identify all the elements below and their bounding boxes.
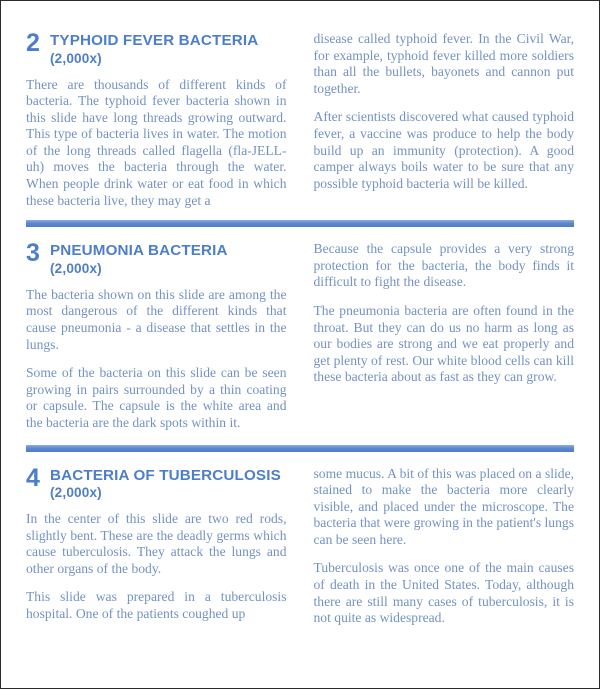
section-number: 4 xyxy=(26,463,40,492)
left-column xyxy=(26,241,287,431)
paragraph: Some of the bacteria on this slide can be seen growing in pairs surrounded by a thin coating or capsule. The capsule is the white area and the bacteria are the dark spots within it. xyxy=(26,365,287,430)
section-number: 3 xyxy=(26,239,40,268)
paragraph: disease called typhoid fever. In the Civil War, for example, typhoid fever killed more soldiers than all the bullets, bayonets and cannon put together. xyxy=(313,31,574,96)
section-magnification: (2,000x) xyxy=(50,485,102,500)
paragraph: The pneumonia bacteria are often found in the throat. But they can do us no harm as long as our bodies are strong and we eat properly and get plenty of rest. Our white blood cells can kill these bacteria about as fast as they can grow. xyxy=(313,303,574,385)
paragraph: This slide was prepared in a tuberculosis hospital. One of the patients coughed up xyxy=(26,589,287,621)
section-typhoid-fever-bacteria xyxy=(26,31,574,209)
divider-spacer xyxy=(26,227,574,241)
paragraph: There are thousands of different kinds of bacteria. The typhoid fever bacteria shown in this slide have long threads growing outward. This type of bacteria lives in water. The motion of the long threads called flagella (fla-JELL-uh) moves the bacteria through the water. When people drink water or eat food in which these bacteria live, they may get a xyxy=(26,76,287,208)
right-column xyxy=(314,31,575,192)
right-column xyxy=(314,466,575,627)
paragraph: After scientists discovered what caused typhoid fever, a vaccine was produce to help the body build up an immunity (protection). A good camper always boils water to be sure that any possible typhoid bacteria will be killed. xyxy=(313,109,574,191)
section-heading-text xyxy=(50,31,258,67)
section-divider xyxy=(26,445,574,452)
section-title: TYPHOID FEVER BACTERIA xyxy=(50,32,259,49)
section-heading xyxy=(26,463,287,502)
right-column xyxy=(314,241,575,386)
section-pneumonia-bacteria xyxy=(26,220,574,431)
left-column xyxy=(26,463,287,623)
page-content-area xyxy=(1,1,599,688)
section-divider xyxy=(26,220,574,227)
section-number: 2 xyxy=(26,29,40,57)
section-heading xyxy=(26,31,287,67)
left-column xyxy=(26,31,287,209)
paragraph: In the center of this slide are two red rods, slightly bent. These are the deadly germs which cause tuberculosis. They attack the lungs and other organs of the body. xyxy=(26,511,287,576)
section-magnification: (2,000x) xyxy=(50,50,102,66)
section-magnification: (2,000x) xyxy=(50,260,102,276)
paragraph: The bacteria shown on this slide are among the most dangerous of the different kinds that cause pneumonia - a disease that settles in the lungs. xyxy=(26,286,287,352)
paragraph: some mucus. A bit of this was placed on a slide, stained to make the bacteria more clearly visible, and placed under the microscope. The bacteria that were growing in the patient's lungs can be seen here. xyxy=(313,465,575,547)
section-bacteria-of-tuberculosis xyxy=(26,445,574,627)
section-heading xyxy=(26,241,287,277)
section-heading-text xyxy=(50,241,228,277)
section-heading-text xyxy=(50,466,281,502)
section-title: PNEUMONIA BACTERIA xyxy=(50,242,228,260)
two-column-layout xyxy=(26,241,574,431)
two-column-layout xyxy=(26,463,575,627)
section-title: BACTERIA OF TUBERCULOSIS xyxy=(50,466,281,484)
paragraph: Because the capsule provides a very strong protection for the bacteria, the body finds it difficult to fight the disease. xyxy=(313,241,574,290)
two-column-layout xyxy=(26,31,574,209)
paragraph: Tuberculosis was once one of the main causes of death in the United States. Today, although there are still many cases of tuberculosis, it is not quite as widespread. xyxy=(313,560,574,626)
divider-spacer xyxy=(26,452,574,466)
